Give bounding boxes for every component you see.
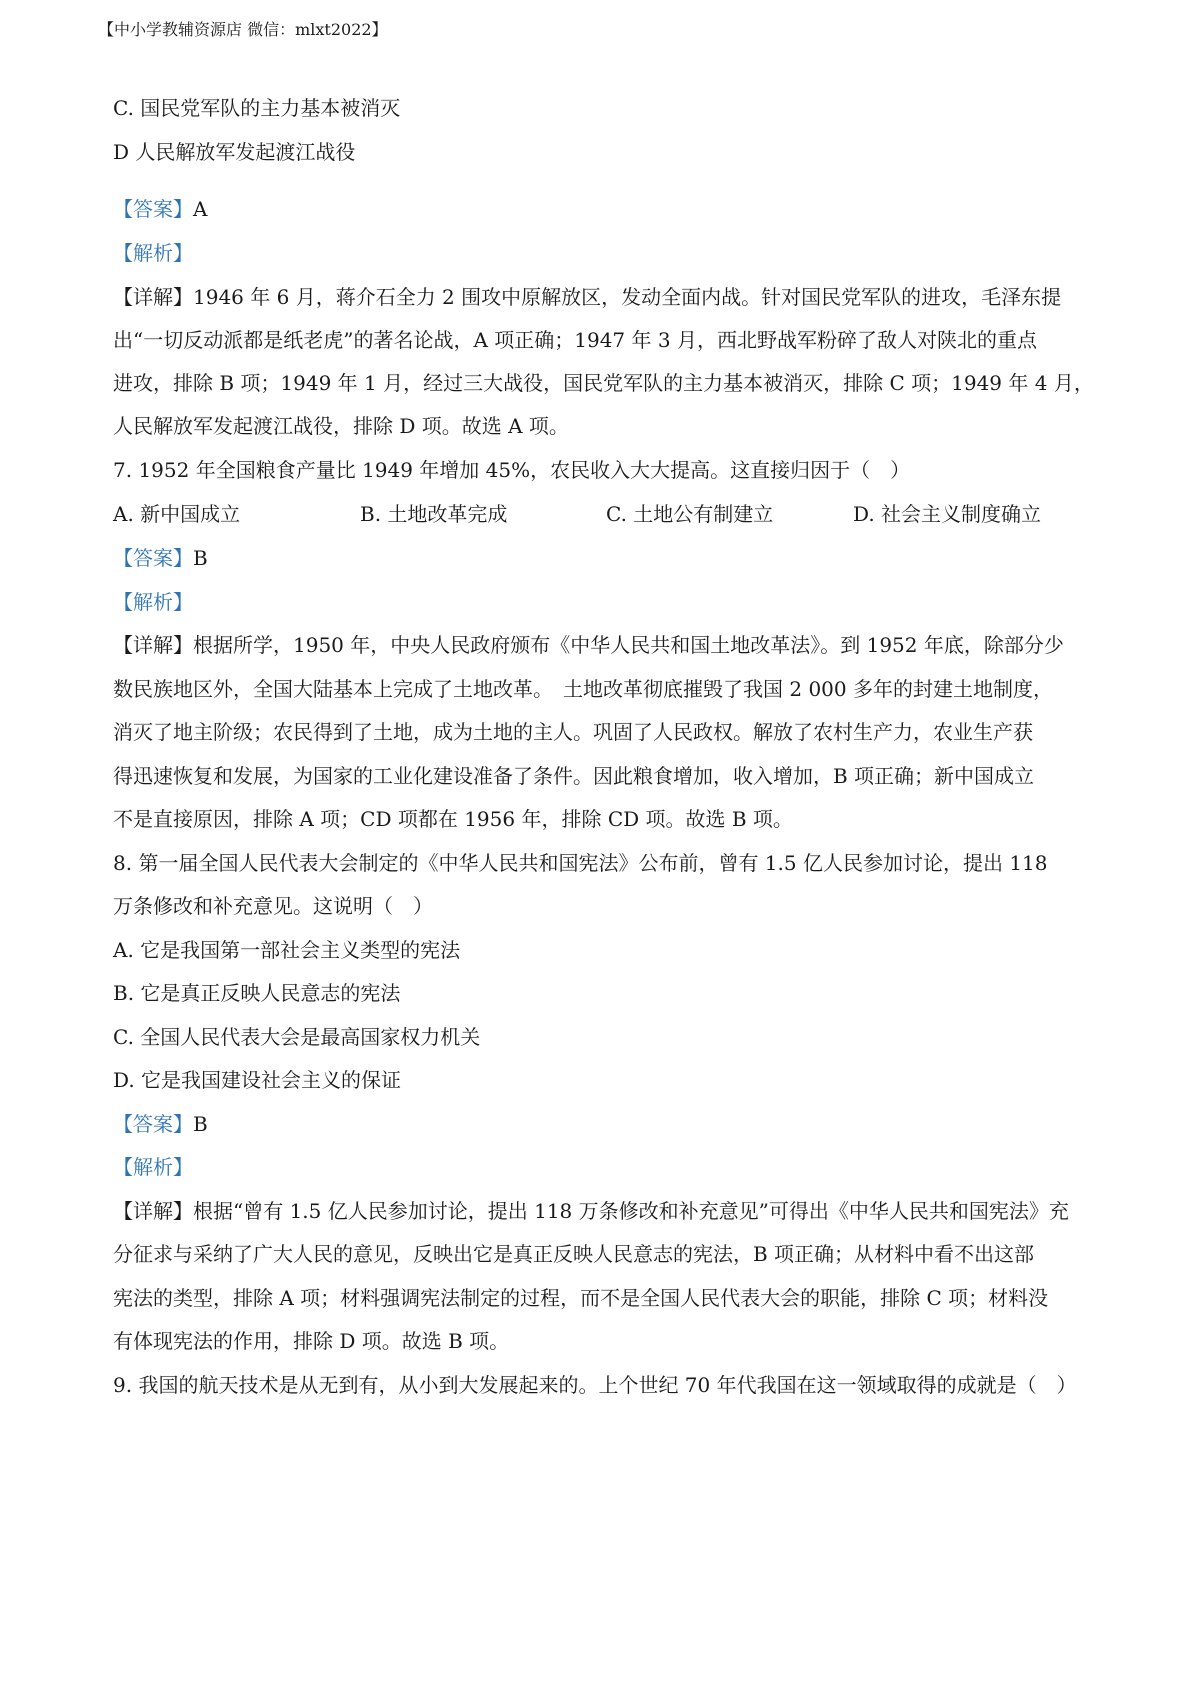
- q8-stem: 8. 第一届全国人民代表大会制定的《中华人民共和国宪法》公布前，曾有 1.5 亿人民参加讨论，提出 118: [113, 851, 1048, 875]
- q6-option-d: D 人民解放军发起渡江战役: [113, 140, 356, 164]
- q7-detail-line: 数民族地区外，全国大陆基本上完成了土地改革。 土地改革彻底摧毁了我国 2 000 多年的封建土地制度，: [113, 677, 1053, 701]
- q8-detail-line: 【详解】根据“曾有 1.5 亿人民参加讨论，提出 118 万条修改和补充意见”可得出《中华人民共和国宪法》充: [113, 1199, 1069, 1223]
- q7-detail-line: 【详解】根据所学，1950 年，中央人民政府颁布《中华人民共和国土地改革法》。到 1952 年底，除部分少: [113, 633, 1064, 657]
- page-header: 【中小学教辅资源店 微信：mlxt2022】: [98, 20, 388, 39]
- q8-option-a: A. 它是我国第一部社会主义类型的宪法: [113, 938, 461, 962]
- q7-analysis-label: 【解析】: [113, 590, 193, 614]
- q8-detail-line: 分征求与采纳了广大人民的意见，反映出它是真正反映人民意志的宪法，B 项正确；从材料中看不出这部: [113, 1242, 1035, 1266]
- answer-value: B: [193, 1112, 208, 1136]
- q8-option-d: D. 它是我国建设社会主义的保证: [113, 1068, 402, 1092]
- q7-stem: 7. 1952 年全国粮食产量比 1949 年增加 45%，农民收入大大提高。这直接归因于（ ）: [113, 458, 911, 482]
- q6-detail-line: 进攻，排除 B 项；1949 年 1 月，经过三大战役，国民党军队的主力基本被消灭，排除 C 项；1949 年 4 月，: [113, 371, 1094, 395]
- q6-detail-line: 【详解】1946 年 6 月，蒋介石全力 2 围攻中原解放区，发动全面内战。针对国民党军队的进攻，毛泽东提: [113, 285, 1062, 309]
- q8-answer: [113, 1110, 208, 1138]
- q6-option-c: C. 国民党军队的主力基本被消灭: [113, 96, 401, 120]
- q9-stem: 9. 我国的航天技术是从无到有，从小到大发展起来的。上个世纪 70 年代我国在这一领域取得的成就是（ ）: [113, 1373, 1077, 1397]
- q8-option-c: C. 全国人民代表大会是最高国家权力机关: [113, 1025, 481, 1049]
- answer-value: A: [193, 197, 208, 221]
- q8-analysis-label: 【解析】: [113, 1155, 193, 1179]
- q6-answer: [113, 195, 207, 223]
- detail-label: 【详解】: [113, 633, 193, 657]
- q7-detail-line: 得迅速恢复和发展，为国家的工业化建设准备了条件。因此粮食增加，收入增加，B 项正确；新中国成立: [113, 764, 1035, 788]
- q7-option-c: C. 土地公有制建立: [606, 502, 774, 526]
- answer-label: 【答案】: [113, 1112, 193, 1136]
- q7-detail-line: 不是直接原因，排除 A 项；CD 项都在 1956 年，排除 CD 项。故选 B 项。: [113, 807, 793, 831]
- q8-option-b: B. 它是真正反映人民意志的宪法: [113, 981, 401, 1005]
- answer-label: 【答案】: [113, 197, 193, 221]
- q6-analysis-label: 【解析】: [113, 241, 193, 265]
- q7-option-d: D. 社会主义制度确立: [853, 502, 1042, 526]
- q6-detail-line: 人民解放军发起渡江战役，排除 D 项。故选 A 项。: [113, 414, 569, 438]
- answer-value: B: [193, 546, 208, 570]
- q8-detail-line: 有体现宪法的作用，排除 D 项。故选 B 项。: [113, 1329, 510, 1353]
- q6-detail-line: 出“一切反动派都是纸老虎”的著名论战，A 项正确；1947 年 3 月，西北野战军粉碎了敌人对陕北的重点: [113, 328, 1037, 352]
- q7-option-b: B. 土地改革完成: [360, 502, 508, 526]
- q8-stem: 万条修改和补充意见。这说明（ ）: [113, 894, 433, 918]
- q7-detail-line: 消灭了地主阶级；农民得到了土地，成为土地的主人。巩固了人民政权。解放了农村生产力，农业生产获: [113, 720, 1033, 744]
- q7-option-a: A. 新中国成立: [113, 502, 241, 526]
- detail-label: 【详解】: [113, 285, 193, 309]
- detail-label: 【详解】: [113, 1199, 193, 1223]
- q8-detail-line: 宪法的类型，排除 A 项；材料强调宪法制定的过程，而不是全国人民代表大会的职能，排除 C 项；材料没: [113, 1286, 1049, 1310]
- q7-answer: [113, 544, 208, 572]
- answer-label: 【答案】: [113, 546, 193, 570]
